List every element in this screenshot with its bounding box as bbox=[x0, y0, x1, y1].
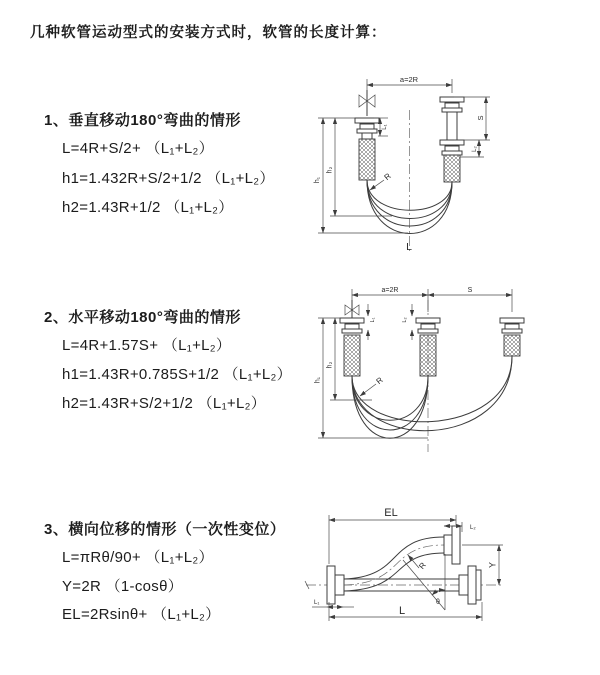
dim-label-theta: θ bbox=[436, 599, 440, 606]
section-1-heading: 1、垂直移动180°弯曲的情形 bbox=[44, 112, 241, 129]
dim-label-r: R bbox=[374, 375, 385, 386]
diagram-vertical-180-bend bbox=[300, 66, 590, 262]
dim-label-r: R bbox=[417, 560, 428, 571]
section-2-heading: 2、水平移动180°弯曲的情形 bbox=[44, 309, 241, 326]
dimension-l bbox=[329, 602, 482, 621]
dimension-a2r bbox=[367, 75, 452, 93]
dim-label-l2: L₂ bbox=[470, 525, 476, 531]
radius-leader bbox=[360, 375, 385, 396]
dim-label-l: L bbox=[406, 241, 412, 253]
dim-label-a2r: a=2R bbox=[399, 75, 419, 84]
page-title: 几种软管运动型式的安装方式时，软管的长度计算： bbox=[30, 25, 387, 41]
dim-label-a2r: a=2R bbox=[381, 287, 399, 294]
dimension-s bbox=[428, 287, 512, 295]
dim-label-l1: L₁ bbox=[382, 124, 388, 130]
dim-label-s: S bbox=[476, 115, 485, 121]
dim-label-r: R bbox=[382, 171, 393, 182]
dim-label-l2: L₂ bbox=[472, 146, 478, 152]
dim-label-l1: L₁ bbox=[314, 600, 320, 606]
dimension-l1 bbox=[368, 304, 376, 340]
dim-label-h2: h₂ bbox=[326, 361, 334, 369]
diagram-horizontal-180-bend bbox=[300, 280, 595, 465]
right-fitting bbox=[500, 318, 524, 356]
left-fitting bbox=[340, 318, 364, 376]
left-fitting bbox=[355, 118, 379, 180]
displaced-hose bbox=[344, 537, 444, 591]
dim-label-h1: h₁ bbox=[314, 376, 322, 384]
dimension-a2r bbox=[352, 287, 512, 312]
right-flange bbox=[459, 566, 481, 604]
section-1-formula-h2: h2=1.43R+1/2 （L₁+L₂） bbox=[62, 199, 234, 216]
dimension-el bbox=[329, 507, 456, 564]
right-fitting bbox=[440, 97, 464, 182]
section-2-formula-L: L=4R+1.57S+ （L₁+L₂） bbox=[62, 337, 232, 354]
dim-label-el: EL bbox=[384, 507, 398, 519]
section-2-formula-h2: h2=1.43R+S/2+1/2 （L₁+L₂） bbox=[62, 395, 267, 412]
valve-icon bbox=[359, 90, 375, 116]
dim-label-y: Y bbox=[487, 561, 498, 569]
section-3-heading: 3、横向位移的情形（一次性变位） bbox=[44, 521, 286, 538]
valve-icon bbox=[345, 300, 359, 318]
section-3-formula-Y: Y=2R （1-cosθ） bbox=[62, 578, 184, 595]
dim-label-h1: h₁ bbox=[314, 176, 321, 184]
dimension-l2 bbox=[402, 304, 412, 340]
diagram-lateral-displacement bbox=[296, 502, 598, 664]
middle-fitting bbox=[416, 318, 440, 376]
dim-label-l: L bbox=[398, 605, 406, 617]
dim-label-h2: h₂ bbox=[326, 166, 334, 174]
dim-label-s: S bbox=[467, 287, 473, 294]
section-3-formula-L: L=πRθ/90+ （L₁+L₂） bbox=[62, 549, 214, 566]
dimension-h1 bbox=[315, 318, 429, 438]
section-2-formula-h1: h1=1.43R+0.785S+1/2 （L₁+L₂） bbox=[62, 366, 292, 383]
upper-flange bbox=[444, 526, 460, 564]
left-flange bbox=[327, 566, 344, 604]
dim-label-l2: L₂ bbox=[402, 317, 408, 323]
section-1-formula-L: L=4R+S/2+ （L₁+L₂） bbox=[62, 140, 214, 157]
section-3-formula-EL: EL=2Rsinθ+ （L₁+L₂） bbox=[62, 606, 221, 623]
dim-label-l1: L₁ bbox=[370, 317, 376, 323]
section-1-formula-h1: h1=1.432R+S/2+1/2 （L₁+L₂） bbox=[62, 170, 275, 187]
